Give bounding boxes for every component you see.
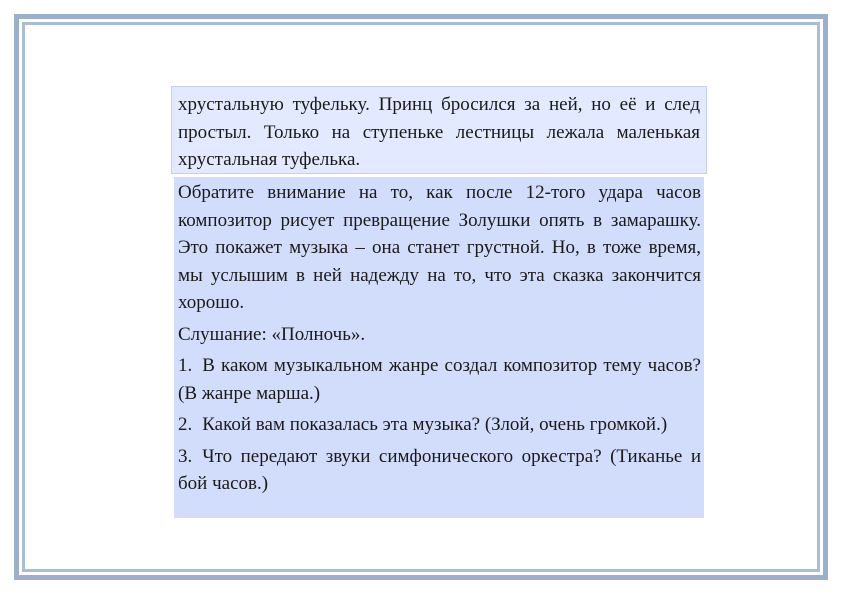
question-number: 1.: [178, 355, 193, 376]
story-paragraph: хрустальную туфельку. Принц бросился за ней, но её и след простыл. Только на ступеньке лестницы лежала маленькая хрустальная туфелька.: [178, 94, 700, 170]
question-text: Какой вам показалась эта музыка? (Злой, очень громкой.): [202, 414, 668, 435]
lesson-text-box: [174, 177, 704, 518]
question-number: 2.: [178, 414, 193, 435]
question-item-3: [178, 443, 701, 498]
question-number: 3.: [178, 445, 193, 467]
question-text: В каком музыкальном жанре создал композитор тему часов? (В жанре марша.): [178, 355, 701, 404]
lesson-paragraph: Обратите внимание на то, как после 12-того удара часов композитор рисует превращение Золушки опять в замарашку. Это покажет музыка – она станет грустной. Но, в тоже время, мы услышим в ней надежду на то, что эта сказка закончится хорошо.: [178, 182, 701, 313]
listening-line: Слушание: «Полночь».: [178, 323, 366, 345]
story-text-box: [171, 86, 707, 174]
question-item-1: [178, 352, 701, 407]
question-item-2: [178, 411, 701, 439]
question-text: Что передают звуки симфонического оркестра? (Тиканье и бой часов.): [178, 445, 701, 494]
